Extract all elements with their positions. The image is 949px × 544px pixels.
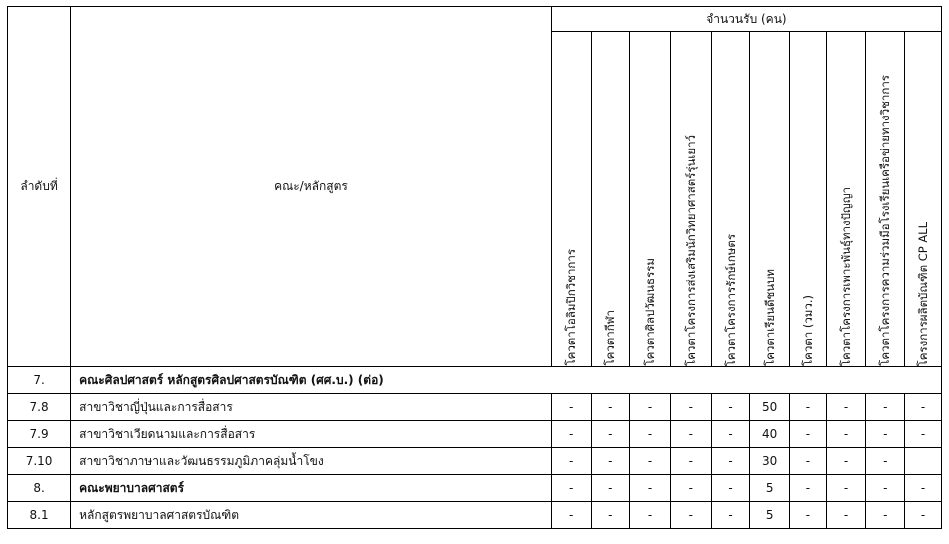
quota-value-cell: - [670, 475, 711, 502]
header-quota-7 [790, 32, 827, 367]
quota-value-cell: - [711, 448, 750, 475]
quota-value-cell: - [826, 475, 866, 502]
quota-value-cell: - [790, 394, 827, 421]
quota-value-cell: - [826, 448, 866, 475]
quota-value-cell: - [790, 448, 827, 475]
header-quota-5 [711, 32, 750, 367]
header-quota-8 [826, 32, 866, 367]
row-program-name: คณะพยาบาลศาสตร์ [71, 475, 552, 502]
table-row [8, 475, 942, 502]
quota-value-cell: - [866, 448, 905, 475]
row-number: 8.1 [8, 502, 71, 529]
quota-label: โควตาโครงการรักษ์เกษตร [723, 233, 738, 366]
quota-value-cell: 5 [750, 475, 790, 502]
quota-value-cell: - [905, 475, 942, 502]
quota-value-cell: - [630, 394, 671, 421]
quota-value-cell: - [551, 421, 591, 448]
quota-value-cell: - [905, 502, 942, 529]
table-row [8, 367, 942, 394]
quota-value-cell: 40 [750, 421, 790, 448]
row-program-name: สาขาวิชาญี่ปุ่นและการสื่อสาร [71, 394, 552, 421]
header-quota-2 [591, 32, 630, 367]
quota-value-cell: - [905, 394, 942, 421]
quota-value-cell: - [790, 475, 827, 502]
header-quota-1 [551, 32, 591, 367]
row-program-name: สาขาวิชาภาษาและวัฒนธรรมภูมิภาคลุ่มน้ำโขง [71, 448, 552, 475]
quota-label: โควตาโอลิมปิกวิชาการ [564, 249, 579, 366]
table-row [8, 448, 942, 475]
quota-value-cell: - [711, 502, 750, 529]
quota-value-cell: - [551, 448, 591, 475]
quota-value-cell [905, 448, 942, 475]
quota-label: โควตาโครงการความร่วมมือโรงเรียนเครือข่ายทางวิชาการ [878, 75, 893, 366]
quota-value-cell: - [790, 502, 827, 529]
quota-label: โครงการผลิตบัณฑิต CP ALL [916, 221, 931, 366]
quota-value-cell: - [670, 421, 711, 448]
row-number: 7.9 [8, 421, 71, 448]
header-order-no: ลำดับที่ [8, 7, 71, 367]
quota-value-cell: - [591, 475, 630, 502]
quota-value-cell: - [551, 394, 591, 421]
quota-value-cell: - [630, 448, 671, 475]
row-number: 7.10 [8, 448, 71, 475]
row-number: 8. [8, 475, 71, 502]
quota-label: โควตาโครงการเพาะพันธุ์ทางปัญญา [839, 186, 854, 366]
header-quota-9 [866, 32, 905, 367]
quota-value-cell: - [826, 394, 866, 421]
quota-value-cell: - [866, 421, 905, 448]
quota-value-cell: - [866, 475, 905, 502]
quota-value-cell: - [630, 475, 671, 502]
quota-value-cell: - [866, 394, 905, 421]
quota-label: โควตา (วมว.) [800, 294, 815, 366]
admission-quota-table [7, 6, 942, 529]
quota-value-cell: - [711, 475, 750, 502]
quota-value-cell: - [670, 502, 711, 529]
quota-label: โควตาโครงการส่งเสริมนักวิทยาศาสตร์รุ่นเยาว์ [683, 135, 698, 366]
quota-value-cell: - [790, 421, 827, 448]
quota-label: โควตาศิลปวัฒนธรรม [643, 258, 658, 366]
quota-value-cell: - [591, 421, 630, 448]
header-quota-10 [905, 32, 942, 367]
row-program-name: สาขาวิชาเวียดนามและการสื่อสาร [71, 421, 552, 448]
quota-value-cell: - [630, 421, 671, 448]
quota-value-cell: - [905, 421, 942, 448]
quota-label: โควตากีฬา [603, 310, 618, 366]
row-number: 7.8 [8, 394, 71, 421]
quota-value-cell: 5 [750, 502, 790, 529]
quota-value-cell: - [826, 502, 866, 529]
row-program-name: หลักสูตรพยาบาลศาสตรบัณฑิต [71, 502, 552, 529]
quota-value-cell: - [551, 475, 591, 502]
quota-value-cell: - [591, 502, 630, 529]
quota-value-cell: - [670, 394, 711, 421]
quota-value-cell: - [591, 394, 630, 421]
quota-value-cell: 30 [750, 448, 790, 475]
quota-value-cell: - [630, 502, 671, 529]
quota-value-cell: - [591, 448, 630, 475]
table-row [8, 421, 942, 448]
header-quota-3 [630, 32, 671, 367]
quota-value-cell: - [551, 502, 591, 529]
header-quota-4 [670, 32, 711, 367]
quota-value-cell: - [670, 448, 711, 475]
header-quota-6 [750, 32, 790, 367]
table-row [8, 394, 942, 421]
quota-value-cell: 50 [750, 394, 790, 421]
row-program-name: คณะศิลปศาสตร์ หลักสูตรศิลปศาสตรบัณฑิต (ศศ.บ.) (ต่อ) [71, 367, 942, 394]
table-row [8, 502, 942, 529]
quota-label: โควตาเรียนดีชนบท [762, 269, 777, 366]
quota-value-cell: - [866, 502, 905, 529]
row-number: 7. [8, 367, 71, 394]
quota-value-cell: - [711, 421, 750, 448]
quota-value-cell: - [711, 394, 750, 421]
header-faculty-program: คณะ/หลักสูตร [71, 7, 552, 367]
header-admission-count: จำนวนรับ (คน) [551, 7, 941, 32]
quota-value-cell: - [826, 421, 866, 448]
